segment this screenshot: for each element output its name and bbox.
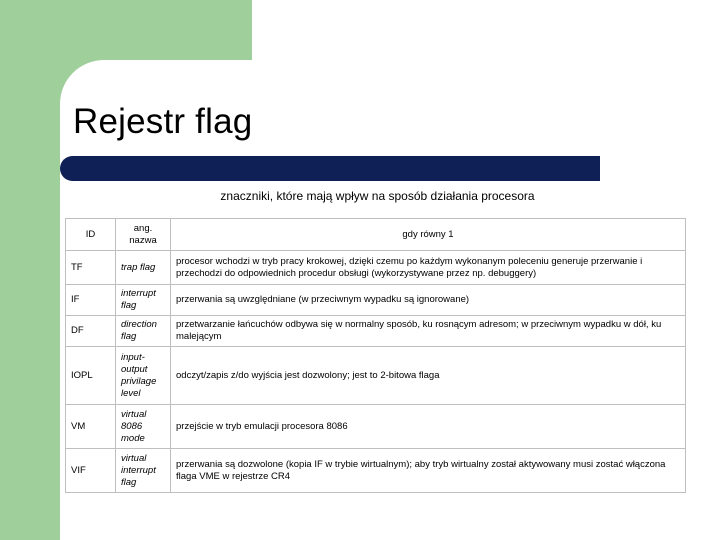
title-underline-band bbox=[60, 156, 600, 181]
flags-table bbox=[65, 218, 686, 493]
table-row bbox=[66, 405, 686, 449]
table-header-row bbox=[66, 219, 686, 251]
slide-title: Rejestr flag bbox=[73, 102, 253, 141]
header-when-set: gdy równy 1 bbox=[171, 219, 686, 251]
flag-name: virtual interrupt flag bbox=[116, 449, 171, 493]
flag-name: input-output privilage level bbox=[116, 347, 171, 405]
flag-name: interrupt flag bbox=[116, 285, 171, 316]
header-english-name: ang. nazwa bbox=[116, 219, 171, 251]
flag-id: DF bbox=[66, 316, 116, 347]
table-row bbox=[66, 251, 686, 285]
flag-id: VIF bbox=[66, 449, 116, 493]
flag-id: VM bbox=[66, 405, 116, 449]
flag-id: IOPL bbox=[66, 347, 116, 405]
table-caption: znaczniki, które mają wpływ na sposób działania procesora bbox=[220, 189, 535, 203]
header-id: ID bbox=[66, 219, 116, 251]
flag-description: procesor wchodzi w tryb pracy krokowej, dzięki czemu po każdym wykonanym poleceniu generuje przerwanie i przechodzi do odpowiednich procedur obsługi (wykorzystywane przez np. debuggery) bbox=[171, 251, 686, 285]
flag-name: virtual 8086 mode bbox=[116, 405, 171, 449]
table-row bbox=[66, 449, 686, 493]
flag-name: trap flag bbox=[116, 251, 171, 285]
flag-id: TF bbox=[66, 251, 116, 285]
flag-description: odczyt/zapis z/do wyjścia jest dozwolony; jest to 2-bitowa flaga bbox=[171, 347, 686, 405]
flag-description: przetwarzanie łańcuchów odbywa się w normalny sposób, ku rosnącym adresom; w przeciwnym wypadku w dół, ku malejącym bbox=[171, 316, 686, 347]
flag-description: przerwania są uwzględniane (w przeciwnym wypadku są ignorowane) bbox=[171, 285, 686, 316]
flag-description: przerwania są dozwolone (kopia IF w trybie wirtualnym); aby tryb wirtualny został aktywowany musi zostać włączona flaga VME w rejestrze CR4 bbox=[171, 449, 686, 493]
flag-id: IF bbox=[66, 285, 116, 316]
flag-name: direction flag bbox=[116, 316, 171, 347]
flag-description: przejście w tryb emulacji procesora 8086 bbox=[171, 405, 686, 449]
table-row bbox=[66, 316, 686, 347]
table-row bbox=[66, 347, 686, 405]
table-row bbox=[66, 285, 686, 316]
